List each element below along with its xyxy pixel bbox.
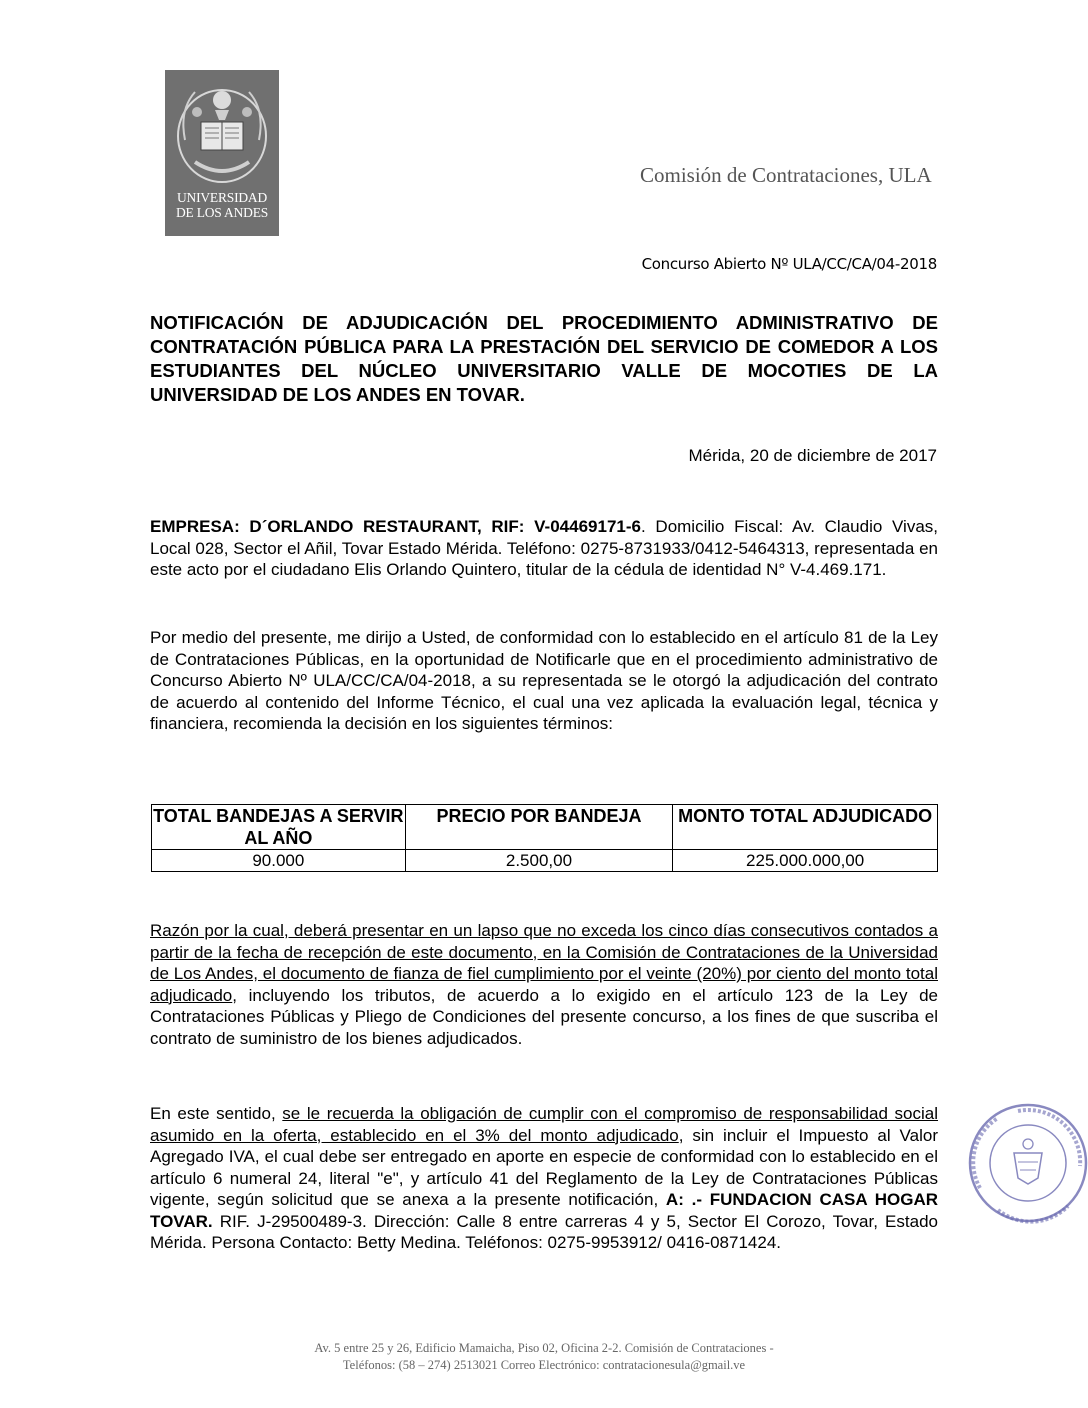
university-logo [165,70,279,236]
seal-icon [958,1098,1088,1228]
footer-contact: Teléfonos: (58 – 274) 2513021 Correo Electrónico: contratacionesula@gmail.ve [342,1358,746,1372]
official-stamp [958,1098,1088,1228]
header-total-amount: MONTO TOTAL ADJUDICADO [673,805,938,850]
table-header-row [152,805,938,850]
award-table [151,804,938,872]
header-price-per-tray: PRECIO POR BANDEJA [405,805,673,850]
crest-icon [165,70,279,190]
company-paragraph [150,516,938,581]
intro-paragraph: Por medio del presente, me dirijo a Usted, de conformidad con lo establecido en el artículo 81 de la Ley de Contrataciones Públicas, en la oportunidad de Notificarle que en el procedimiento administrativo de Concurso Abierto Nº ULA/CC/CA/04-2018, a su representada se le otorgó la adjudicación del contrato de acuerdo al contenido del Informe Técnico, el cual una vez aplicada la evaluación legal, técnica y financiera, recomienda la decisión en los siguientes términos: [150,628,938,733]
company-name: EMPRESA: D´ORLANDO RESTAURANT, RIF: V-04469171-6 [150,517,641,536]
footer-address: Av. 5 entre 25 y 26, Edificio Mamaicha, Piso 02, Oficina 2-2. Comisión de Contrataciones - [314,1341,774,1355]
header-total-trays: TOTAL BANDEJAS A SERVIR AL AÑO [153,806,404,848]
commission-heading: Comisión de Contrataciones, ULA [640,163,932,187]
footer [200,1340,888,1374]
document-date: Mérida, 20 de diciembre de 2017 [688,446,937,465]
reason-paragraph [150,920,938,1049]
logo-text-line: DE LOS ANDES [175,205,269,220]
cell-total-trays: 90.000 [152,850,406,872]
reason-rest: , incluyendo los tributos, de acuerdo a lo exigido en el artículo 123 de la Ley de Contrataciones Públicas y Pliego de Condiciones del presente concurso, a los fines de que suscriba el contrato de suministro de los bienes adjudicados. [150,985,938,1048]
company-details: . Domicilio Fiscal: Av. Claudio Vivas, Local 028, Sector el Añil, Tovar Estado Mérida. Teléfono: 0275-8731933/0412-5464313, representada en este acto por el ciudadano Elis Orlando Quintero, titular de la cédula de identidad N° V-4.469.171. [150,517,938,579]
contest-number: Concurso Abierto Nº ULA/CC/CA/04-2018 [641,255,937,273]
foundation-name: A: .- FUNDACION CASA HOGAR TOVAR. [150,1190,939,1231]
reason-underlined: Razón por la cual, deberá presentar en un lapso que no exceda los cinco días consecutivos contados a partir de la fecha de recepción de este documento, en la Comisión de Contrataciones de la Universidad de Los Andes, el documento de fianza de fiel cumplimiento por el veinte (20%) por ciento del monto total adjudicado [150,921,938,1005]
document-title: NOTIFICACIÓN DE ADJUDICACIÓN DEL PROCEDIMIENTO ADMINISTRATIVO DE CONTRATACIÓN PÚBLICA PARA LA PRESTACIÓN DEL SERVICIO DE COMEDOR A LOS ESTUDIANTES DEL NÚCLEO UNIVERSITARIO VALLE DE MOCOTIES DE LA UNIVERSIDAD DE LOS ANDES EN TOVAR. [150,312,938,405]
social-responsibility-paragraph [150,1103,938,1254]
logo-text-line: UNIVERSIDAD [176,190,268,205]
social-start: En este sentido, [150,1104,283,1123]
cell-total-amount: 225.000.000,00 [673,850,938,872]
social-end: RIF. J-29500489-3. Dirección: Calle 8 entre carreras 4 y 5, Sector El Corozo, Tovar, Estado Mérida. Persona Contacto: Betty Medina. Teléfonos: 0275-9953912/ 0416-0871424. [150,1211,938,1252]
table-row [152,850,938,872]
cell-price-per-tray: 2.500,00 [405,850,673,872]
social-middle: , sin incluir el Impuesto al Valor Agregado IVA, el cual debe ser entregado en aporte en especie de conformidad con lo establecido en el artículo 6 numeral 24, literal "e", y artículo 41 del Reglamento de la Ley de Contrataciones Públicas vigente, según solicitud que se anexa a la presente notificación, [150,1125,938,1209]
social-underlined: se le recuerda la obligación de cumplir con el compromiso de responsabilidad social asumido en la oferta, establecido en el 3% del monto adjudicado [150,1104,939,1145]
